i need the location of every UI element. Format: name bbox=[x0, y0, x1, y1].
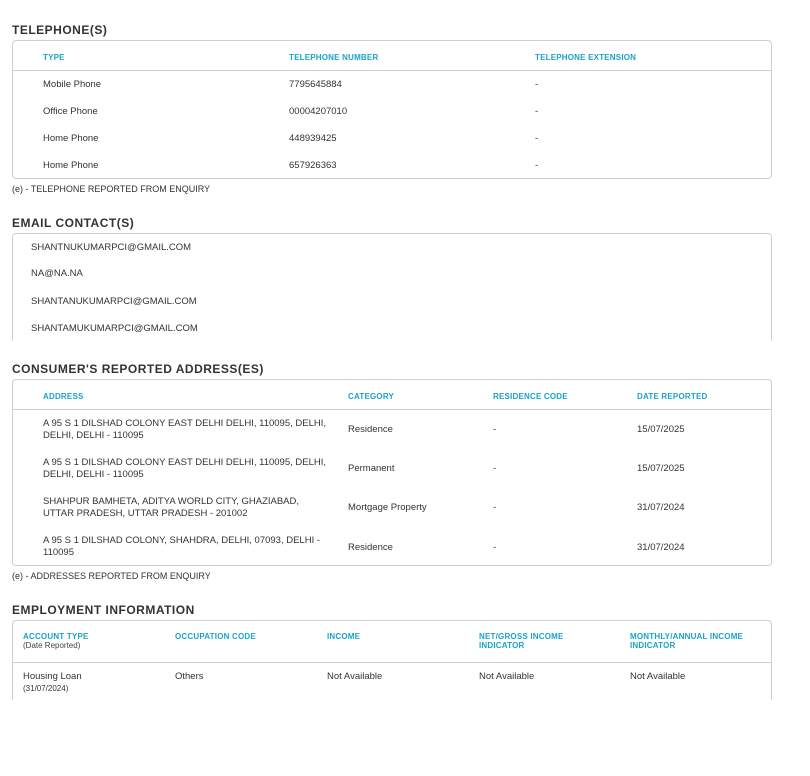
phone-type: Mobile Phone bbox=[43, 79, 102, 90]
col-type: TYPE bbox=[43, 53, 65, 62]
occupation-code: Others bbox=[175, 671, 204, 682]
address-category: Permanent bbox=[348, 463, 395, 474]
phone-type: Home Phone bbox=[43, 133, 99, 144]
address-line-2: UTTAR PRADESH, UTTAR PRADESH - 201002 bbox=[43, 508, 248, 519]
emails-list bbox=[12, 233, 772, 341]
list-item: SHANTANUKUMARPCI@GMAIL.COM bbox=[31, 296, 197, 307]
col-address: ADDRESS bbox=[43, 392, 84, 401]
account-type-date: (31/07/2024) bbox=[23, 684, 69, 693]
col-occupation-code: OCCUPATION CODE bbox=[175, 632, 256, 641]
addresses-note: (e) - ADDRESSES REPORTED FROM ENQUIRY bbox=[12, 571, 211, 581]
account-type bbox=[23, 671, 82, 694]
phone-extension: - bbox=[535, 79, 539, 90]
phone-number: 7795645884 bbox=[289, 79, 342, 90]
address-line-2: 110095 bbox=[43, 547, 74, 558]
phone-type: Office Phone bbox=[43, 106, 98, 117]
col-account-type-label: ACCOUNT TYPE bbox=[23, 632, 89, 641]
address-text bbox=[43, 496, 343, 520]
col-net-gross-income bbox=[479, 632, 564, 650]
col-net-gross-line-2: INDICATOR bbox=[479, 641, 525, 650]
date-reported: 31/07/2024 bbox=[637, 502, 685, 513]
employment-table bbox=[12, 620, 772, 700]
list-item: SHANTAMUKUMARPCI@GMAIL.COM bbox=[31, 323, 198, 334]
address-line-2: DELHI, DELHI - 110095 bbox=[43, 469, 144, 480]
employment-header bbox=[13, 621, 771, 663]
address-line-1: SHAHPUR BAMHETA, ADITYA WORLD CITY, GHAZIABAD, bbox=[43, 496, 300, 507]
telephones-note: (e) - TELEPHONE REPORTED FROM ENQUIRY bbox=[12, 184, 211, 194]
address-category: Residence bbox=[348, 542, 393, 553]
phone-number: 657926363 bbox=[289, 160, 337, 171]
account-type-label: Housing Loan bbox=[23, 671, 82, 682]
col-date-reported: DATE REPORTED bbox=[637, 392, 708, 401]
residence-code: - bbox=[493, 542, 497, 553]
phone-type: Home Phone bbox=[43, 160, 99, 171]
list-item: NA@NA.NA bbox=[31, 268, 83, 279]
employment-title: EMPLOYMENT INFORMATION bbox=[12, 603, 195, 617]
income: Not Available bbox=[327, 671, 383, 682]
address-line-1: A 95 S 1 DILSHAD COLONY EAST DELHI DELHI, 110095, DELHI, bbox=[43, 457, 327, 468]
telephones-header bbox=[13, 41, 771, 71]
phone-number: 448939425 bbox=[289, 133, 337, 144]
address-text bbox=[43, 457, 343, 481]
col-telephone-extension: TELEPHONE EXTENSION bbox=[535, 53, 637, 62]
col-account-type-sub: (Date Reported) bbox=[23, 641, 81, 650]
phone-extension: - bbox=[535, 160, 539, 171]
residence-code: - bbox=[493, 424, 497, 435]
address-line-1: A 95 S 1 DILSHAD COLONY, SHAHDRA, DELHI, 07093, DELHI - bbox=[43, 535, 321, 546]
col-income: INCOME bbox=[327, 632, 361, 641]
address-line-1: A 95 S 1 DILSHAD COLONY EAST DELHI DELHI, 110095, DELHI, bbox=[43, 418, 327, 429]
col-telephone-number: TELEPHONE NUMBER bbox=[289, 53, 379, 62]
monthly-annual-indicator: Not Available bbox=[630, 671, 686, 682]
addresses-table bbox=[12, 379, 772, 566]
col-account-type bbox=[23, 632, 89, 650]
residence-code: - bbox=[493, 463, 497, 474]
telephones-table bbox=[12, 40, 772, 179]
col-monthly-line-1: MONTHLY/ANNUAL INCOME bbox=[630, 632, 744, 641]
list-item: SHANTNUKUMARPCI@GMAIL.COM bbox=[31, 242, 192, 253]
col-monthly-annual-income bbox=[630, 632, 743, 650]
addresses-title: CONSUMER'S REPORTED ADDRESS(ES) bbox=[12, 362, 264, 376]
phone-extension: - bbox=[535, 106, 539, 117]
phone-number: 00004207010 bbox=[289, 106, 348, 117]
col-monthly-line-2: INDICATOR bbox=[630, 641, 676, 650]
date-reported: 31/07/2024 bbox=[637, 542, 685, 553]
phone-extension: - bbox=[535, 133, 539, 144]
date-reported: 15/07/2025 bbox=[637, 463, 685, 474]
address-category: Mortgage Property bbox=[348, 502, 427, 513]
col-residence-code: RESIDENCE CODE bbox=[493, 392, 568, 401]
address-category: Residence bbox=[348, 424, 393, 435]
address-text bbox=[43, 418, 343, 442]
col-category: CATEGORY bbox=[348, 392, 395, 401]
residence-code: - bbox=[493, 502, 497, 513]
address-line-2: DELHI, DELHI - 110095 bbox=[43, 430, 144, 441]
date-reported: 15/07/2025 bbox=[637, 424, 685, 435]
address-text bbox=[43, 535, 343, 559]
col-net-gross-line-1: NET/GROSS INCOME bbox=[479, 632, 564, 641]
emails-title: EMAIL CONTACT(S) bbox=[12, 216, 135, 230]
telephones-title: TELEPHONE(S) bbox=[12, 23, 108, 37]
addresses-header bbox=[13, 380, 771, 410]
net-gross-indicator: Not Available bbox=[479, 671, 535, 682]
